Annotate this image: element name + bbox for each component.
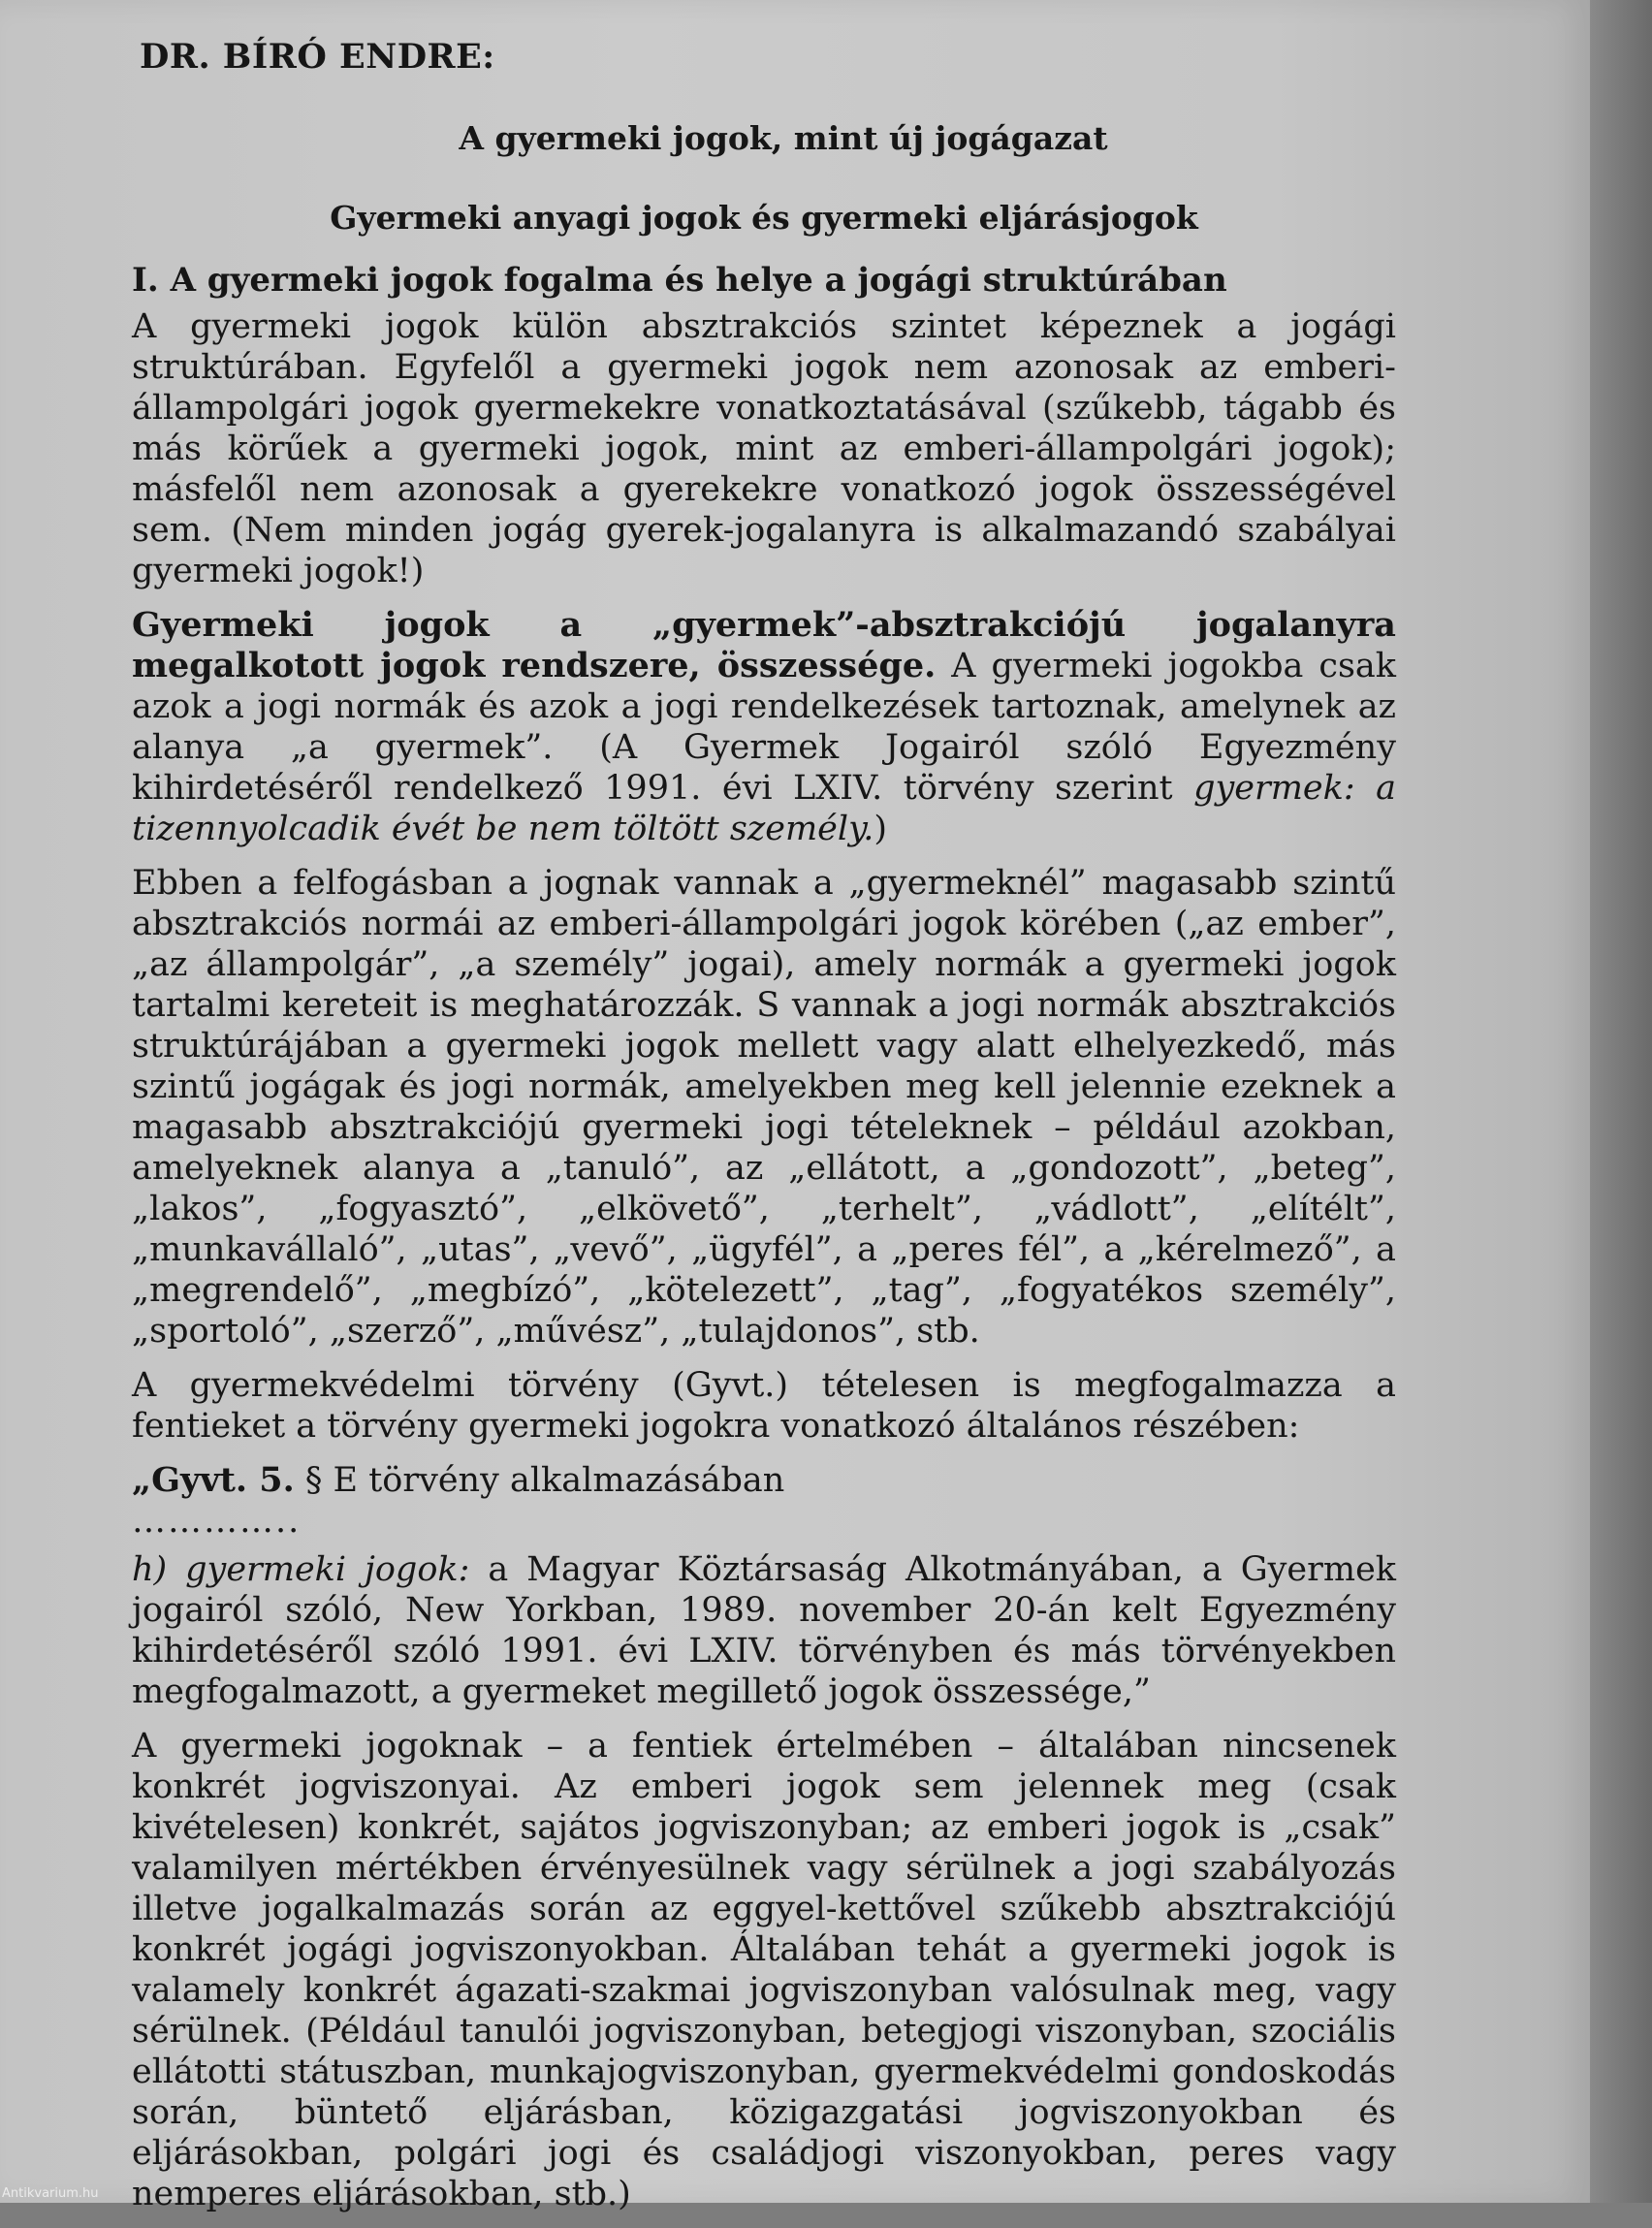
paragraph-2-text: A gyermeki jogokba csak azok a jogi normák és azok a jogi rendelkezések tartoznak, amelynek az alanya „a gyermek”. (A Gyermek Jogairól szóló Egyezmény kihirdetéséről rendelkező 1991. évi LXIV. törvény szerint <box>132 647 1396 808</box>
paragraph-2-italic: gyermek: a tizennyolcadik évét be nem töltött személy. <box>132 769 1396 848</box>
quote-heading-bold: „Gyvt. 5. <box>132 1460 295 1500</box>
next-page-edge <box>1590 0 1652 2203</box>
author-name: DR. BÍRÓ ENDRE: <box>140 37 495 77</box>
page-text <box>132 37 1396 2228</box>
section-heading: I. A gyermeki jogok fogalma és helye a jogági struktúrában <box>132 261 1227 300</box>
quote-item-h-text: a Magyar Köztársaság Alkotmányában, a Gyermek jogairól szóló, New Yorkban, 1989. november 20-án kelt Egyezmény kihirdetéséről szóló 1991. évi LXIV. törvényben és más törvényekben megfogalmazott, a gyermeket megillető jogok összessége,” <box>132 1550 1396 1711</box>
paragraph-4: A gyermekvédelmi törvény (Gyvt.) tételesen is megfogalmazza a fentieket a törvény gyermeki jogokra vonatkozó általános részében: <box>132 1366 1396 1446</box>
paragraph-1: A gyermeki jogok külön absztrakciós szintet képeznek a jogági struktúrában. Egyfelől a gyermeki jogok nem azonosak az emberi-állampolgári jogok gyermekekre vonatkoztatásával (szűkebb, tágabb és más körűek a gyermeki jogok, mint az emberi-állampolgári jogok); másfelől nem azonosak a gyerekekre vonatkozó jogok összességével sem. (Nem minden jogág gyerek-jogalanyra is alkalmazandó szabályai gyermeki jogok!) <box>132 307 1396 590</box>
quote-heading <box>132 1460 1396 1501</box>
quote-item-h <box>132 1549 1396 1712</box>
paragraph-3: Ebben a felfogásban a jognak vannak a „gyermeknél” magasabb szintű absztrakciós normái az emberi-állampolgári jogok körében („az ember”, „az állampolgár”, „a személy” jogai), amely normák a gyermeki jogok tartalmi kereteit is meghatározzák. S vannak a jogi normák absztrakciós struktúrájában a gyermeki jogok mellett vagy alatt elhelyezkedő, más szintű jogágak és jogi normák, amelyekben meg kell jelennie ezeknek a magasabb absztrakciójú gyermeki jogi tételeknek – például azokban, amelyeknek alanya a „tanuló”, az „ellátott, a „gondozott”, „beteg”, „lakos”, „fogyasztó”, „elkövető”, „terhelt”, „vádlott”, „elítélt”, „munkavállaló”, „utas”, „vevő”, „ügyfél”, a „peres fél”, a „kérelmező”, a „megrendelő”, „megbízó”, „kötelezett”, „tag”, „fogyatékos személy”, „sportoló”, „szerző”, „művész”, „tulajdonos”, stb. <box>132 864 1396 1351</box>
paragraph-2-end: ) <box>874 810 887 848</box>
quote-heading-text: § E törvény alkalmazásában <box>294 1461 785 1500</box>
paragraph-2 <box>132 605 1396 849</box>
paragraph-2-bold: Gyermeki jogok a „gyermek”-absztrakciójú jogalanyra megalkotott jogok rendszere, összessége. <box>132 605 1396 685</box>
article-title: A gyermeki jogok, mint új jogágazat <box>459 119 1108 157</box>
paragraph-5: A gyermeki jogoknak – a fentiek értelmében – általában nincsenek konkrét jogviszonyai. Az emberi jogok sem jelennek meg (csak kivételesen) konkrét, sajátos jogviszonyban; az emberi jogok is „csak” valamilyen mértékben érvényesülnek vagy sérülnek a jogi szabályozás illetve jogalkalmazás során az eggyel-kettővel szűkebb absztrakciójú konkrét jogági jogviszonyokban. Általában tehát a gyermeki jogok is valamely konkrét ágazati-szakmai jogviszonyban valósulnak meg, vagy sérülnek. (Például tanulói jogviszonyban, betegjogi viszonyban, szociális ellátotti státuszban, munkajogviszonyban, gyermekvédelmi gondoskodás során, büntető eljárásban, közigazgatási jogviszonyokban és eljárásokban, polgári jogi és családjogi viszonyokban, peres vagy nemperes eljárásokban, stb.) <box>132 1727 1396 2213</box>
quote-item-h-italic: h) gyermeki jogok: <box>132 1550 470 1589</box>
article-subtitle: Gyermeki anyagi jogok és gyermeki eljárásjogok <box>330 199 1198 237</box>
quote-ellipsis: ………….. <box>132 1502 302 1541</box>
watermark-text: Antikvarium.hu <box>2 2186 99 2201</box>
